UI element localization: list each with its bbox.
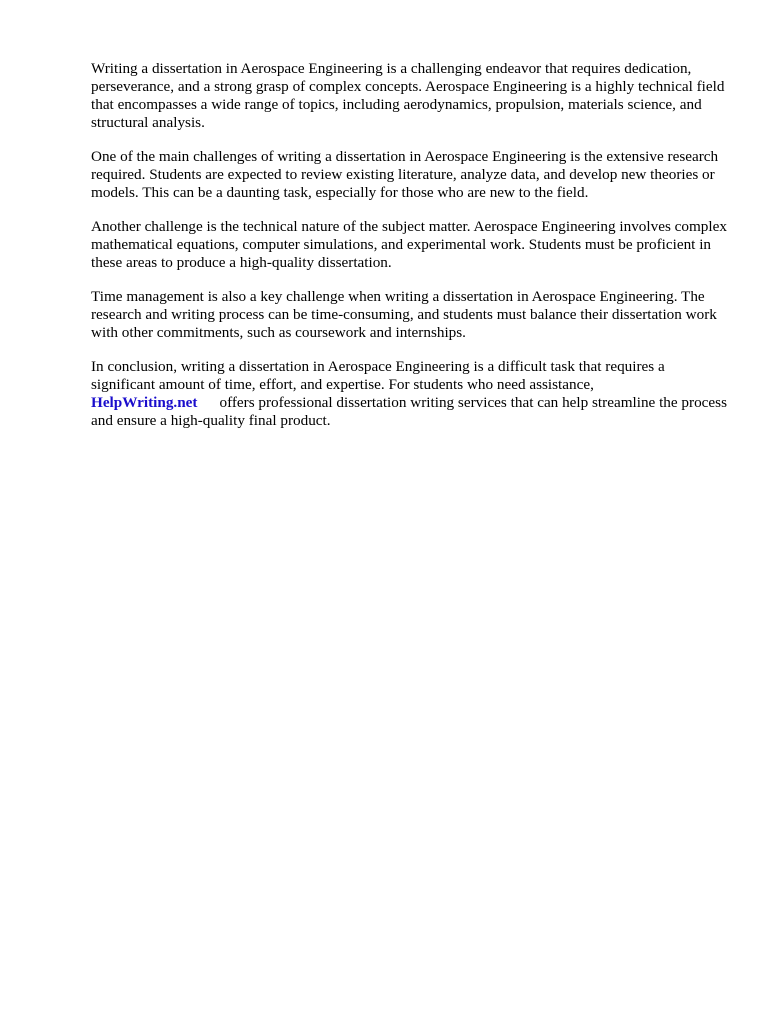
paragraph-technical: Another challenge is the technical nature of the subject matter. Aerospace Engineering involves complex mathematical equations, computer simulations, and experimental work. Students must be proficient in these areas to produce a high-quality dissertation. (91, 218, 727, 271)
paragraph-intro: Writing a dissertation in Aerospace Engineering is a challenging endeavor that requires dedication, perseverance, and a strong grasp of complex concepts. Aerospace Engineering is a highly technical field that encompasses a wide range of topics, including aerodynamics, propulsion, materials science, and structural analysis. (91, 60, 725, 131)
helpwriting-link[interactable]: HelpWriting.net (91, 394, 198, 411)
paragraph-time-management: Time management is also a key challenge when writing a dissertation in Aerospace Engineering. The research and writing process can be time-consuming, and students must balance their dissertation work with other commitments, such as coursework and internships. (91, 288, 717, 341)
document-body (91, 60, 731, 446)
paragraph-conclusion (91, 358, 731, 430)
conclusion-text-before-link: In conclusion, writing a dissertation in Aerospace Engineering is a difficult task that requires a significant amount of time, effort, and expertise. For students who need assistance, (91, 358, 665, 393)
paragraph-research: One of the main challenges of writing a dissertation in Aerospace Engineering is the extensive research required. Students are expected to review existing literature, analyze data, and develop new theories or models. This can be a daunting task, especially for those who are new to the field. (91, 148, 719, 201)
conclusion-text-after-link: offers professional dissertation writing services that can help streamline the process and ensure a high-quality final product. (91, 394, 727, 429)
